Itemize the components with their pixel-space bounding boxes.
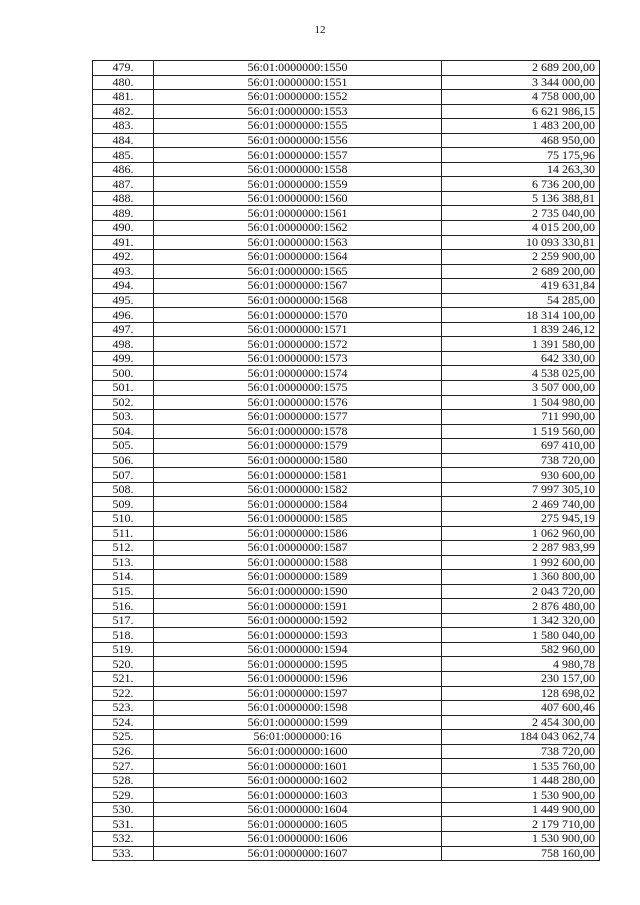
cadastral-number: 56:01:0000000:1560 [154, 191, 442, 206]
row-number: 523. [93, 701, 154, 716]
row-number: 491. [93, 235, 154, 250]
cadastral-value: 275 945,19 [442, 511, 600, 526]
cadastral-number: 56:01:0000000:1551 [154, 75, 442, 90]
cadastral-value: 930 600,00 [442, 468, 600, 483]
table-row [93, 613, 600, 628]
table-row [93, 831, 600, 846]
cadastral-value: 230 157,00 [442, 671, 600, 686]
cadastral-value: 419 631,84 [442, 279, 600, 294]
cadastral-number: 56:01:0000000:1590 [154, 584, 442, 599]
row-number: 479. [93, 61, 154, 76]
row-number: 502. [93, 395, 154, 410]
row-number: 497. [93, 322, 154, 337]
cadastral-number: 56:01:0000000:1578 [154, 424, 442, 439]
cadastral-value: 184 043 062,74 [442, 730, 600, 745]
row-number: 500. [93, 366, 154, 381]
row-number: 525. [93, 730, 154, 745]
cadastral-number: 56:01:0000000:1603 [154, 788, 442, 803]
table-row [93, 439, 600, 454]
cadastral-value: 3 344 000,00 [442, 75, 600, 90]
row-number: 503. [93, 410, 154, 425]
table-row [93, 264, 600, 279]
cadastral-value: 407 600,46 [442, 701, 600, 716]
table-row [93, 497, 600, 512]
cadastral-value: 697 410,00 [442, 439, 600, 454]
cadastral-value: 1 992 600,00 [442, 555, 600, 570]
row-number: 521. [93, 671, 154, 686]
cadastral-number: 56:01:0000000:1557 [154, 148, 442, 163]
cadastral-value: 1 519 560,00 [442, 424, 600, 439]
cadastral-number: 56:01:0000000:1550 [154, 61, 442, 76]
cadastral-number: 56:01:0000000:1570 [154, 308, 442, 323]
cadastral-value: 711 990,00 [442, 410, 600, 425]
table-row [93, 395, 600, 410]
row-number: 485. [93, 148, 154, 163]
row-number: 519. [93, 642, 154, 657]
cadastral-value: 1 504 980,00 [442, 395, 600, 410]
cadastral-value: 54 285,00 [442, 293, 600, 308]
row-number: 490. [93, 221, 154, 236]
row-number: 493. [93, 264, 154, 279]
cadastral-number: 56:01:0000000:16 [154, 730, 442, 745]
cadastral-number: 56:01:0000000:1563 [154, 235, 442, 250]
table-row [93, 715, 600, 730]
row-number: 486. [93, 162, 154, 177]
row-number: 516. [93, 599, 154, 614]
row-number: 496. [93, 308, 154, 323]
table-row [93, 351, 600, 366]
cadastral-value: 2 735 040,00 [442, 206, 600, 221]
table-row [93, 541, 600, 556]
cadastral-value: 468 950,00 [442, 133, 600, 148]
cadastral-value: 4 538 025,00 [442, 366, 600, 381]
row-number: 520. [93, 657, 154, 672]
table-row [93, 468, 600, 483]
row-number: 518. [93, 628, 154, 643]
cadastral-value: 1 360 800,00 [442, 570, 600, 585]
table-row [93, 308, 600, 323]
cadastral-value: 642 330,00 [442, 351, 600, 366]
cadastral-number: 56:01:0000000:1572 [154, 337, 442, 352]
table-row [93, 293, 600, 308]
row-number: 505. [93, 439, 154, 454]
row-number: 533. [93, 846, 154, 861]
table-row [93, 817, 600, 832]
cadastral-value: 2 876 480,00 [442, 599, 600, 614]
row-number: 487. [93, 177, 154, 192]
row-number: 492. [93, 250, 154, 265]
cadastral-number: 56:01:0000000:1574 [154, 366, 442, 381]
row-number: 504. [93, 424, 154, 439]
cadastral-value: 5 136 388,81 [442, 191, 600, 206]
cadastral-value: 1 448 280,00 [442, 773, 600, 788]
cadastral-value: 738 720,00 [442, 453, 600, 468]
row-number: 480. [93, 75, 154, 90]
cadastral-number: 56:01:0000000:1558 [154, 162, 442, 177]
table-row [93, 555, 600, 570]
cadastral-value: 1 342 320,00 [442, 613, 600, 628]
cadastral-number: 56:01:0000000:1584 [154, 497, 442, 512]
cadastral-number: 56:01:0000000:1568 [154, 293, 442, 308]
cadastral-number: 56:01:0000000:1591 [154, 599, 442, 614]
cadastral-value: 2 469 740,00 [442, 497, 600, 512]
cadastral-number: 56:01:0000000:1564 [154, 250, 442, 265]
row-number: 489. [93, 206, 154, 221]
cadastral-number: 56:01:0000000:1597 [154, 686, 442, 701]
cadastral-value: 758 160,00 [442, 846, 600, 861]
cadastral-value: 1 530 900,00 [442, 831, 600, 846]
cadastral-number: 56:01:0000000:1553 [154, 104, 442, 119]
cadastral-number: 56:01:0000000:1571 [154, 322, 442, 337]
table-row [93, 61, 600, 76]
cadastral-number: 56:01:0000000:1602 [154, 773, 442, 788]
table-row [93, 424, 600, 439]
table-row [93, 337, 600, 352]
cadastral-number: 56:01:0000000:1585 [154, 511, 442, 526]
cadastral-number: 56:01:0000000:1604 [154, 802, 442, 817]
table-row [93, 162, 600, 177]
cadastral-value: 1 839 246,12 [442, 322, 600, 337]
table-row [93, 104, 600, 119]
cadastral-number: 56:01:0000000:1593 [154, 628, 442, 643]
cadastral-value: 2 689 200,00 [442, 61, 600, 76]
table-row [93, 177, 600, 192]
cadastral-value: 3 507 000,00 [442, 381, 600, 396]
table-row [93, 410, 600, 425]
cadastral-number: 56:01:0000000:1605 [154, 817, 442, 832]
table-row [93, 250, 600, 265]
row-number: 527. [93, 759, 154, 774]
row-number: 495. [93, 293, 154, 308]
table-row [93, 759, 600, 774]
cadastral-value: 1 391 580,00 [442, 337, 600, 352]
row-number: 528. [93, 773, 154, 788]
table-row [93, 599, 600, 614]
cadastral-number: 56:01:0000000:1589 [154, 570, 442, 585]
cadastral-value: 582 960,00 [442, 642, 600, 657]
table-row [93, 148, 600, 163]
row-number: 481. [93, 90, 154, 105]
cadastral-value: 2 287 983,99 [442, 541, 600, 556]
row-number: 517. [93, 613, 154, 628]
cadastral-value: 6 621 986,15 [442, 104, 600, 119]
cadastral-value: 1 535 760,00 [442, 759, 600, 774]
table-row [93, 730, 600, 745]
table-row [93, 773, 600, 788]
cadastral-number: 56:01:0000000:1555 [154, 119, 442, 134]
cadastral-number: 56:01:0000000:1559 [154, 177, 442, 192]
row-number: 514. [93, 570, 154, 585]
cadastral-number: 56:01:0000000:1600 [154, 744, 442, 759]
row-number: 513. [93, 555, 154, 570]
table-row [93, 671, 600, 686]
row-number: 524. [93, 715, 154, 730]
table-row [93, 701, 600, 716]
cadastral-value: 2 179 710,00 [442, 817, 600, 832]
table-row [93, 584, 600, 599]
table-row [93, 511, 600, 526]
table-row [93, 75, 600, 90]
table-row [93, 206, 600, 221]
row-number: 510. [93, 511, 154, 526]
cadastral-number: 56:01:0000000:1592 [154, 613, 442, 628]
cadastral-value: 1 062 960,00 [442, 526, 600, 541]
cadastral-value: 10 093 330,81 [442, 235, 600, 250]
table-row [93, 570, 600, 585]
cadastral-value: 4 015 200,00 [442, 221, 600, 236]
cadastral-value: 2 454 300,00 [442, 715, 600, 730]
cadastral-value: 18 314 100,00 [442, 308, 600, 323]
cadastral-number: 56:01:0000000:1577 [154, 410, 442, 425]
table-row [93, 322, 600, 337]
row-number: 498. [93, 337, 154, 352]
cadastral-value: 1 580 040,00 [442, 628, 600, 643]
table-row [93, 133, 600, 148]
table-row [93, 366, 600, 381]
row-number: 507. [93, 468, 154, 483]
cadastral-number: 56:01:0000000:1588 [154, 555, 442, 570]
table-row [93, 119, 600, 134]
table-row [93, 191, 600, 206]
table-row [93, 221, 600, 236]
table-row [93, 657, 600, 672]
table-row [93, 642, 600, 657]
row-number: 484. [93, 133, 154, 148]
cadastral-number: 56:01:0000000:1565 [154, 264, 442, 279]
table-row [93, 90, 600, 105]
cadastral-value: 128 698,02 [442, 686, 600, 701]
cadastral-number: 56:01:0000000:1573 [154, 351, 442, 366]
cadastral-number: 56:01:0000000:1599 [154, 715, 442, 730]
cadastral-number: 56:01:0000000:1579 [154, 439, 442, 454]
cadastral-number: 56:01:0000000:1575 [154, 381, 442, 396]
table-row [93, 381, 600, 396]
page-number: 12 [314, 24, 326, 36]
row-number: 522. [93, 686, 154, 701]
cadastral-number: 56:01:0000000:1567 [154, 279, 442, 294]
cadastral-number: 56:01:0000000:1576 [154, 395, 442, 410]
cadastral-number: 56:01:0000000:1587 [154, 541, 442, 556]
cadastral-number: 56:01:0000000:1606 [154, 831, 442, 846]
table-row [93, 686, 600, 701]
row-number: 512. [93, 541, 154, 556]
table-row [93, 235, 600, 250]
cadastral-value: 2 043 720,00 [442, 584, 600, 599]
cadastral-value: 4 758 000,00 [442, 90, 600, 105]
table-row [93, 526, 600, 541]
cadastral-number: 56:01:0000000:1601 [154, 759, 442, 774]
cadastral-value: 738 720,00 [442, 744, 600, 759]
cadastral-number: 56:01:0000000:1581 [154, 468, 442, 483]
table-row [93, 846, 600, 861]
cadastral-number: 56:01:0000000:1556 [154, 133, 442, 148]
cadastral-number: 56:01:0000000:1595 [154, 657, 442, 672]
table-row [93, 279, 600, 294]
cadastral-value: 4 980,78 [442, 657, 600, 672]
row-number: 483. [93, 119, 154, 134]
cadastral-number: 56:01:0000000:1552 [154, 90, 442, 105]
cadastral-number: 56:01:0000000:1580 [154, 453, 442, 468]
table-row [93, 453, 600, 468]
row-number: 499. [93, 351, 154, 366]
row-number: 530. [93, 802, 154, 817]
cadastral-value: 14 263,30 [442, 162, 600, 177]
row-number: 501. [93, 381, 154, 396]
row-number: 531. [93, 817, 154, 832]
cadastral-value: 2 259 900,00 [442, 250, 600, 265]
table-row [93, 744, 600, 759]
row-number: 482. [93, 104, 154, 119]
cadastral-value: 1 483 200,00 [442, 119, 600, 134]
row-number: 532. [93, 831, 154, 846]
cadastral-value: 1 449 900,00 [442, 802, 600, 817]
table-body [93, 61, 600, 861]
cadastral-number: 56:01:0000000:1562 [154, 221, 442, 236]
table-row [93, 802, 600, 817]
cadastral-number: 56:01:0000000:1598 [154, 701, 442, 716]
row-number: 515. [93, 584, 154, 599]
cadastral-value: 6 736 200,00 [442, 177, 600, 192]
cadastral-value: 7 997 305,10 [442, 482, 600, 497]
row-number: 511. [93, 526, 154, 541]
table-row [93, 482, 600, 497]
cadastral-number: 56:01:0000000:1586 [154, 526, 442, 541]
cadastral-number: 56:01:0000000:1596 [154, 671, 442, 686]
row-number: 509. [93, 497, 154, 512]
cadastral-number: 56:01:0000000:1594 [154, 642, 442, 657]
cadastral-value: 2 689 200,00 [442, 264, 600, 279]
row-number: 529. [93, 788, 154, 803]
row-number: 526. [93, 744, 154, 759]
cadastral-value: 1 530 900,00 [442, 788, 600, 803]
table-row [93, 628, 600, 643]
row-number: 506. [93, 453, 154, 468]
cadastral-number: 56:01:0000000:1561 [154, 206, 442, 221]
cadastral-value: 75 175,96 [442, 148, 600, 163]
table-row [93, 788, 600, 803]
cadastral-number: 56:01:0000000:1607 [154, 846, 442, 861]
cadastral-number: 56:01:0000000:1582 [154, 482, 442, 497]
cadastral-value-table [92, 60, 600, 861]
row-number: 494. [93, 279, 154, 294]
row-number: 508. [93, 482, 154, 497]
row-number: 488. [93, 191, 154, 206]
